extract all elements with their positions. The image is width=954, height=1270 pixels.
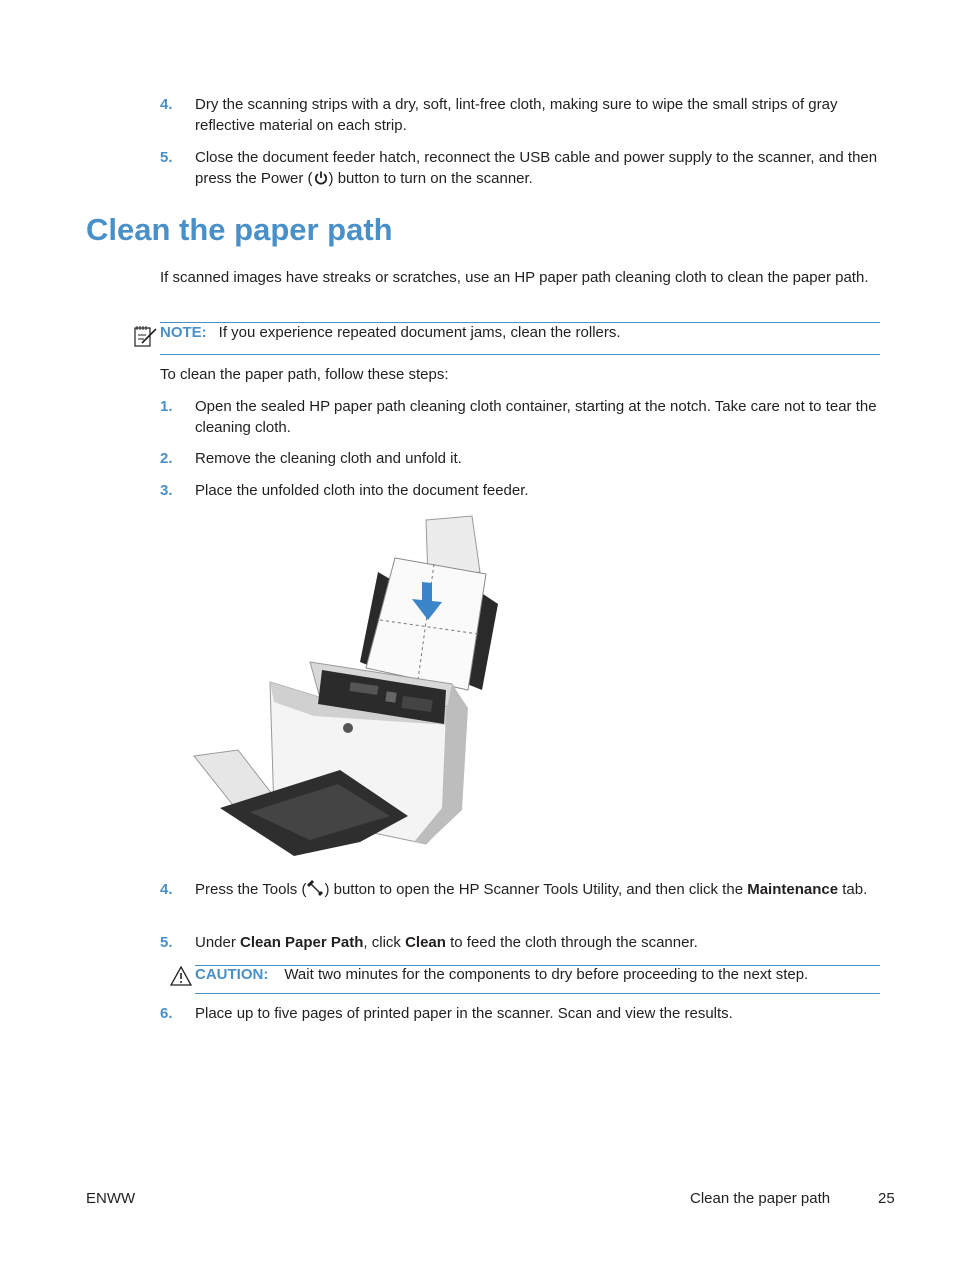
step-text: Place up to five pages of printed paper in the scanner. Scan and view the results. (195, 1005, 733, 1022)
scanner-illustration (190, 512, 510, 862)
steps-intro: To clean the paper path, follow these steps: (160, 366, 449, 383)
step-text: Open the sealed HP paper path cleaning cloth container, starting at the notch. Take care not to tear the cleaning cloth. (195, 398, 877, 436)
step-text-part: Under (195, 934, 241, 951)
step-text: Dry the scanning strips with a dry, soft, lint-free cloth, making sure to wipe the small strips of gray reflective material on each strip. (195, 96, 838, 134)
step-text-part: ) button to open the HP Scanner Tools Utility, and then click the (324, 881, 748, 898)
step-item (160, 1003, 880, 1024)
step-text-part: , click (363, 934, 406, 951)
page-number: 25 (878, 1190, 895, 1207)
caution-icon (170, 966, 192, 992)
note-text: If you experience repeated document jams, clean the rollers. (218, 324, 621, 341)
step-text-part: Close the document feeder hatch, reconnect the USB cable and power supply to the scanner, and then press the Power ( (195, 149, 878, 187)
step-number: 5. (160, 149, 173, 166)
step-number: 5. (160, 934, 173, 951)
step-item (160, 932, 880, 953)
step-text (195, 147, 880, 192)
section-heading: Clean the paper path (86, 212, 393, 247)
step-number: 6. (160, 1005, 173, 1022)
step-number: 4. (160, 881, 173, 898)
step-number: 4. (160, 96, 173, 113)
step-number: 1. (160, 398, 173, 415)
step-bold-term: Maintenance (747, 881, 839, 898)
step-text-part: to feed the cloth through the scanner. (445, 934, 698, 951)
power-icon (313, 170, 329, 192)
intro-paragraph: If scanned images have streaks or scratches, use an HP paper path cleaning cloth to clean the paper path. (160, 269, 869, 286)
step-text-part: tab. (838, 881, 868, 898)
step-number: 2. (160, 450, 173, 467)
step-item (160, 879, 880, 903)
step-text: Place the unfolded cloth into the document feeder. (195, 482, 529, 499)
step-item (160, 147, 880, 192)
note-callout (160, 322, 880, 355)
caution-callout (195, 965, 880, 994)
note-label: NOTE: (160, 324, 207, 341)
step-bold-term: Clean (405, 934, 446, 951)
step-text-part: ) button to turn on the scanner. (328, 170, 533, 187)
tools-icon (306, 879, 324, 903)
step-text (195, 879, 880, 903)
caution-label: CAUTION: (195, 966, 269, 983)
step-item (160, 448, 880, 469)
step-item (160, 396, 880, 438)
step-text (195, 932, 880, 953)
caution-text: Wait two minutes for the components to dry before proceeding to the next step. (284, 966, 809, 983)
footer-section-title: Clean the paper path (690, 1190, 831, 1207)
step-bold-term: Clean Paper Path (240, 934, 364, 951)
footer-left: ENWW (86, 1190, 136, 1207)
step-text-part: Press the Tools ( (195, 881, 307, 898)
step-text: Remove the cleaning cloth and unfold it. (195, 450, 462, 467)
step-item (160, 94, 880, 136)
step-item (160, 480, 880, 501)
step-number: 3. (160, 482, 173, 499)
note-icon (133, 324, 159, 354)
